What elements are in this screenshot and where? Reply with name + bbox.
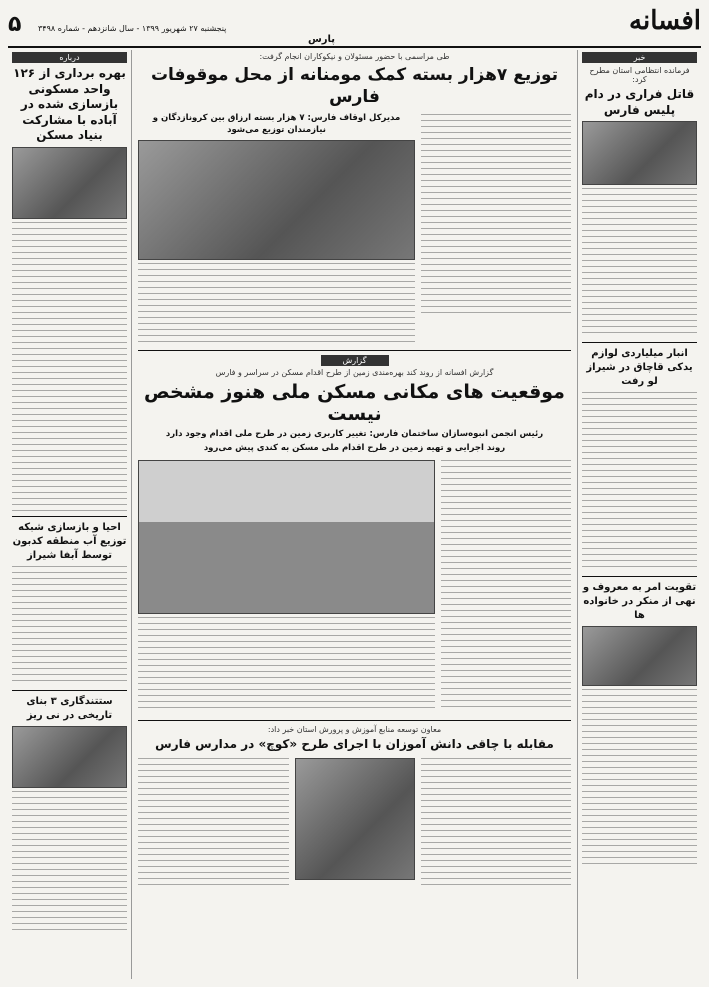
apartment-buildings-photo [138, 460, 435, 614]
housing-bullet-2: روند اجرایی و تهیه زمین در طرح اقدام ملی مسکن به کندی پیش می‌رود [203, 442, 506, 453]
divider [582, 342, 697, 343]
housing-tag: گزارش [321, 355, 389, 366]
top-story-body-right [421, 114, 571, 314]
right-body-1 [582, 188, 697, 338]
left-body-3 [12, 791, 127, 931]
center-column [138, 50, 571, 979]
right-story3-headline: تقویت امر به معروف و نهی از منکر در خانواده ها [582, 582, 697, 622]
section-label: پارس [308, 34, 336, 45]
divider [138, 720, 571, 721]
right-column [577, 50, 701, 979]
left-body-1 [12, 222, 127, 512]
housing-bullet-1: رئیس انجمن انبوه‌سازان ساختمان فارس: تغییر کاربری زمین در طرح ملی اقدام وجود دارد [165, 428, 544, 439]
top-story-headline: توزیع ۷هزار بسته کمک مومنانه از محل موقوفات فارس [150, 65, 559, 108]
divider [582, 576, 697, 577]
housing-body-left [138, 617, 435, 713]
housing-kicker: گزارش افسانه از روند کند بهره‌مندی زمین از طرح اقدام مسکن در سراسر و فارس [215, 367, 494, 377]
newspaper-logo: افسانه [629, 6, 701, 36]
right-body-3 [582, 689, 697, 869]
top-story-kicker: طی مراسمی با حضور مسئولان و نیکوکاران انجام گرفت: [259, 52, 450, 61]
ceremony-photo [138, 140, 415, 260]
historic-building-photo [12, 726, 127, 788]
school-headline: مقابله با چاقی دانش آموزان با اجرای طرح «کوچ» در مدارس فارس [155, 736, 554, 751]
divider [138, 350, 571, 351]
page-number: ۵ [8, 12, 22, 37]
issue-line: پنجشنبه ۲۷ شهریور ۱۳۹۹ - سال شانزدهم - شماره ۳۴۹۸ [38, 24, 227, 33]
left-story3-headline: ستتندگاری ۳ بنای تاریخی در نی ریز [26, 695, 113, 721]
portrait-photo [582, 626, 697, 686]
meeting-photo [295, 758, 415, 880]
housing-headline: موقعیت های مکانی مسکن ملی هنوز مشخص نیست [144, 380, 565, 425]
school-body-left [138, 758, 289, 888]
masthead [8, 6, 701, 48]
top-story-body-left [138, 263, 415, 343]
right-headline: قاتل فراری در دام پلیس فارس [584, 87, 695, 117]
housing-body-right [441, 460, 571, 710]
officials-photo [12, 147, 127, 219]
left-story2-headline: احیا و بازسازی شبکه توزیع آب منطقه کدبون توسط آبفا شیراز [12, 521, 127, 561]
right-kicker: فرمانده انتظامی استان مطرح کرد: [589, 66, 690, 84]
left-headline: بهره برداری از ۱۲۶ واحد مسکونی بازسازی شده در آباده با مشارکت بنیاد مسکن [13, 66, 126, 143]
school-kicker: معاون توسعه منابع آموزش و پرورش استان خبر داد: [267, 724, 442, 734]
divider [12, 516, 127, 517]
left-body-2 [12, 566, 127, 686]
left-column-tag: درباره [12, 52, 127, 63]
top-story-lead: مدیرکل اوقاف فارس: ۷ هزار بسته ارزاق بین کرونازدگان و نیازمندان توزیع می‌شود [152, 113, 401, 136]
right-body-2 [582, 392, 697, 572]
school-body-right [421, 758, 572, 888]
divider [12, 690, 127, 691]
police-photo [582, 121, 697, 185]
left-column [8, 50, 132, 979]
right-story2-headline: انبار میلیاردی لوازم یدکی قاچاق در شیراز لو رفت [586, 348, 693, 388]
right-column-tag: خبر [582, 52, 697, 63]
